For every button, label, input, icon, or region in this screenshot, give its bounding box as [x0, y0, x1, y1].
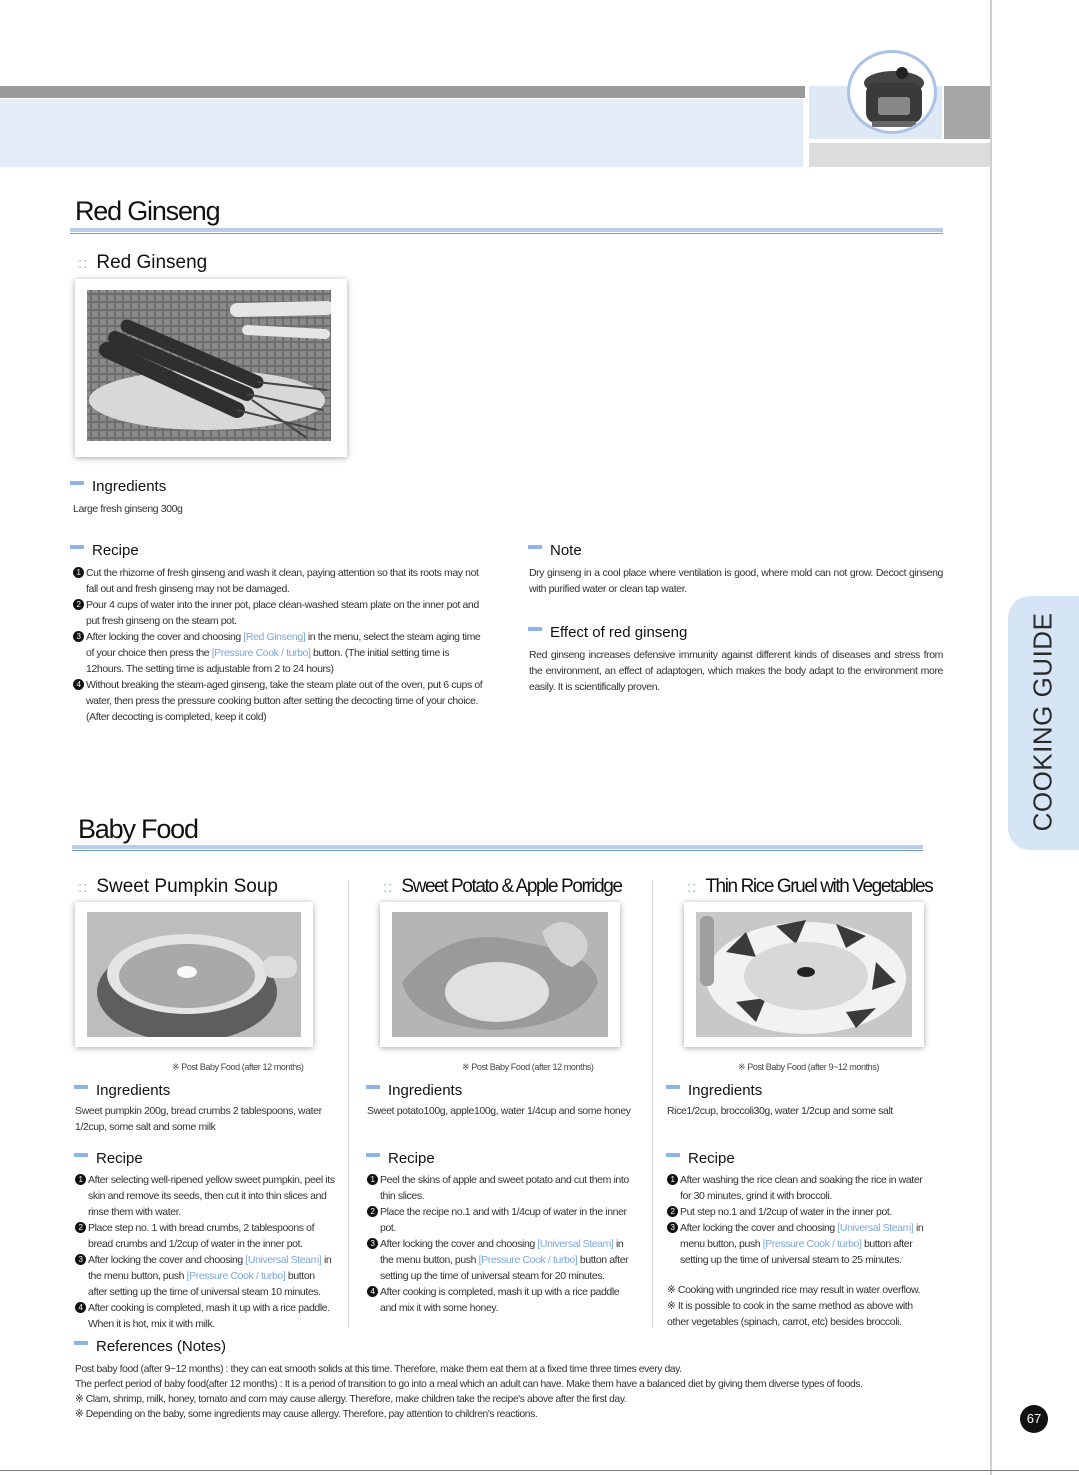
side-tab-label: COOKING GUIDE — [1027, 612, 1058, 832]
recipe-steps — [367, 1172, 637, 1316]
step-text: button. (The initial setting time is 12hours. The setting time is adjustable from 2 to 24 hours) — [86, 647, 450, 675]
recipe-step — [367, 1236, 637, 1284]
menu-button-reference: [Pressure Cook / turbo] — [478, 1254, 578, 1266]
heading-ingredients: Ingredients — [666, 1082, 762, 1099]
pumpkin-soup-photo — [87, 912, 301, 1037]
recipe-step — [73, 597, 487, 629]
rice-gruel-photo — [696, 912, 912, 1037]
rice-cooker-image — [847, 50, 937, 134]
step-text: Cut the rhizome of fresh ginseng and wash it clean, paying attention so that its roots may not fall out and fresh ginseng may not be damaged. — [86, 567, 479, 595]
heading-ingredients: Ingredients — [70, 478, 166, 495]
section-rule-thin — [72, 850, 923, 851]
recipe-step — [75, 1172, 336, 1220]
recipe-steps — [73, 565, 487, 725]
recipe-step — [667, 1172, 929, 1204]
menu-button-reference: [Pressure Cook / turbo] — [762, 1238, 862, 1250]
section-title-baby-food: Baby Food — [78, 814, 198, 844]
subtitle-text: Sweet Pumpkin Soup — [96, 876, 279, 897]
section-rule — [72, 845, 923, 849]
step-text: button after setting up the time of universal steam 10 minutes. — [88, 1270, 321, 1298]
heading-ingredients: Ingredients — [74, 1082, 170, 1099]
column-divider — [652, 880, 653, 1328]
step-text: Place step no. 1 with bread crumbs, 2 tablespoons of bread crumbs and 1/2cup of water in the inner pot. — [88, 1222, 315, 1250]
step-text: in menu button, push — [680, 1222, 924, 1250]
step-number-icon: 3 — [367, 1238, 378, 1249]
step-text: button after setting up the time of universal steam for 20 minutes. — [380, 1254, 629, 1282]
step-text: After locking the cover and choosing — [86, 631, 244, 643]
step-number-icon: 2 — [667, 1206, 678, 1217]
subtitle-thin-rice-gruel — [687, 876, 932, 898]
ingredients-text: Rice1/2cup, broccoli30g, water 1/2cup and some salt — [667, 1105, 893, 1117]
step-number-icon: 1 — [367, 1174, 378, 1185]
step-text: Pour 4 cups of water into the inner pot, place clean-washed steam plate on the inner pot and put fresh ginseng on the steam pot. — [86, 599, 479, 627]
recipe-step — [73, 565, 487, 597]
note-line: ※ It is possible to cook in the same method as above with other vegetables (spinach, carrot, etc) besides broccoli. — [667, 1300, 913, 1328]
heading-recipe: Recipe — [666, 1150, 735, 1167]
step-text: in the menu button, push — [88, 1254, 332, 1282]
column-divider — [348, 880, 349, 1328]
porridge-photo — [392, 912, 608, 1037]
reference-line: ※ Clam, shrimp, milk, honey, tomato and corn may cause allergy. Therefore, make children take the recipe's above after the first day. — [75, 1394, 627, 1405]
ingredients-text: Sweet potato100g, apple100g, water 1/4cup and some honey — [367, 1105, 631, 1117]
recipe-step — [667, 1220, 929, 1268]
recipe-step — [75, 1220, 336, 1252]
step-number-icon: 4 — [367, 1286, 378, 1297]
age-caption: ※ Post Baby Food (after 9~12 months) — [738, 1062, 879, 1072]
header-gray-bar — [0, 86, 805, 98]
note-text: Dry ginseng in a cool place where ventilation is good, where mold can not grow. Decoct ginseng with purified water or clean tap water. — [529, 567, 943, 595]
effect-text: Red ginseng increases defensive immunity against different kinds of diseases and stress from the environment, an effect of adaptogen, which makes the body adapt to the environment more easily. It is scientifically proven. — [529, 649, 943, 693]
red-ginseng-photo — [87, 290, 331, 441]
recipe-step — [667, 1204, 929, 1220]
step-text: After washing the rice clean and soaking the rice in water for 30 minutes, grind it with broccoli. — [680, 1174, 923, 1202]
menu-button-reference: [Universal Steam] — [837, 1222, 914, 1234]
recipe-step — [367, 1204, 637, 1236]
page-number: 67 — [1020, 1405, 1048, 1433]
page-edge-line — [990, 0, 992, 1475]
recipe-step — [73, 629, 487, 677]
header-dark-box — [944, 86, 991, 139]
step-text: After locking the cover and choosing — [680, 1222, 838, 1234]
subtitle-text: Red Ginseng — [96, 252, 208, 273]
dots-icon: :: — [383, 879, 394, 896]
step-number-icon: 3 — [75, 1254, 86, 1265]
recipe-step — [75, 1252, 336, 1300]
heading-references: References (Notes) — [74, 1338, 226, 1355]
step-text: button after setting up the time of universal steam to 25 minutes. — [680, 1238, 913, 1266]
step-number-icon: 3 — [73, 631, 84, 642]
references-text — [75, 1362, 975, 1422]
menu-button-reference: [Red Ginseng] — [243, 631, 306, 643]
note-line: ※ Cooking with ungrinded rice may result in water overflow. — [667, 1284, 921, 1296]
dots-icon: :: — [78, 255, 89, 272]
gruel-notes — [667, 1282, 929, 1330]
section-rule-thin — [70, 233, 943, 234]
section-title-red-ginseng: Red Ginseng — [75, 196, 220, 226]
step-text: After locking the cover and choosing — [380, 1238, 538, 1250]
step-text: Without breaking the steam-aged ginseng, take the steam plate out of the oven, put 6 cups of water, then press the pressure cooking button after setting the decocting time of your choice. (After decocting is completed, keep it cold) — [86, 679, 483, 723]
step-text: in the menu button, push — [380, 1238, 624, 1266]
bottom-rule — [0, 1470, 1079, 1471]
recipe-step — [367, 1284, 637, 1316]
reference-line: The perfect period of baby food(after 12 months) : It is a period of transition to go into a meal which an adult can have. Make them have a balanced diet by giving them diverse types of foods. — [75, 1379, 863, 1390]
step-number-icon: 2 — [367, 1206, 378, 1217]
step-text: in the menu, select the steam aging time of your choice then press the — [86, 631, 481, 659]
heading-ingredients: Ingredients — [366, 1082, 462, 1099]
menu-button-reference: [Universal Steam] — [537, 1238, 614, 1250]
menu-button-reference: [Universal Steam] — [245, 1254, 322, 1266]
heading-recipe: Recipe — [70, 542, 139, 559]
reference-line: ※ Depending on the baby, some ingredients may cause allergy. Therefore, pay attention to children's reactions. — [75, 1409, 538, 1420]
dots-icon: :: — [687, 879, 698, 896]
heading-recipe: Recipe — [366, 1150, 435, 1167]
step-number-icon: 2 — [75, 1222, 86, 1233]
step-text: Peel the skins of apple and sweet potato and cut them into thin slices. — [380, 1174, 629, 1202]
subtitle-text: Sweet Potato & Apple Porridge — [401, 876, 622, 897]
step-text: After locking the cover and choosing — [88, 1254, 246, 1266]
ingredients-text: Sweet pumpkin 200g, bread crumbs 2 tablespoons, water 1/2cup, some salt and some milk — [75, 1105, 322, 1133]
subtitle-text: Thin Rice Gruel with Vegetables — [705, 876, 933, 897]
heading-recipe: Recipe — [74, 1150, 143, 1167]
step-text: After cooking is completed, mash it up with a rice paddle and mix it with some honey. — [380, 1286, 620, 1314]
recipe-steps — [667, 1172, 929, 1268]
header-blue-band — [0, 99, 803, 167]
menu-button-reference: [Pressure Cook / turbo] — [211, 647, 311, 659]
reference-line: Post baby food (after 9~12 months) : they can eat smooth solids at this time. Therefore, make them eat them at a fixed time three times every day. — [75, 1364, 682, 1375]
step-number-icon: 1 — [75, 1174, 86, 1185]
step-text: After cooking is completed, mash it up with a rice paddle. When it is hot, mix it with milk. — [88, 1302, 330, 1330]
step-number-icon: 4 — [75, 1302, 86, 1313]
ingredients-text: Large fresh ginseng 300g — [73, 503, 183, 515]
subtitle-sweet-potato-porridge — [383, 876, 622, 898]
subtitle-red-ginseng — [78, 252, 207, 274]
age-caption: ※ Post Baby Food (after 12 months) — [462, 1062, 594, 1072]
menu-button-reference: [Pressure Cook / turbo] — [186, 1270, 286, 1282]
recipe-step — [73, 677, 487, 725]
step-number-icon: 2 — [73, 599, 84, 610]
step-text: Put step no.1 and 1/2cup of water in the inner pot. — [680, 1206, 892, 1218]
header-gray-box — [809, 143, 991, 167]
heading-note: Note — [528, 542, 582, 559]
step-text: After selecting well-ripened yellow sweet pumpkin, peel its skin and remove its seeds, then cut it into thin slices and rinse them with water. — [88, 1174, 335, 1218]
heading-effect: Effect of red ginseng — [528, 624, 687, 641]
recipe-step — [75, 1300, 336, 1332]
recipe-step — [367, 1172, 637, 1204]
age-caption: ※ Post Baby Food (after 12 months) — [172, 1062, 304, 1072]
step-text: Place the recipe no.1 and with 1/4cup of water in the inner pot. — [380, 1206, 627, 1234]
dots-icon: :: — [78, 879, 89, 896]
subtitle-sweet-pumpkin-soup — [78, 876, 278, 898]
step-number-icon: 1 — [667, 1174, 678, 1185]
step-number-icon: 3 — [667, 1222, 678, 1233]
recipe-steps — [75, 1172, 336, 1332]
section-rule — [70, 228, 943, 232]
step-number-icon: 4 — [73, 679, 84, 690]
step-number-icon: 1 — [73, 567, 84, 578]
